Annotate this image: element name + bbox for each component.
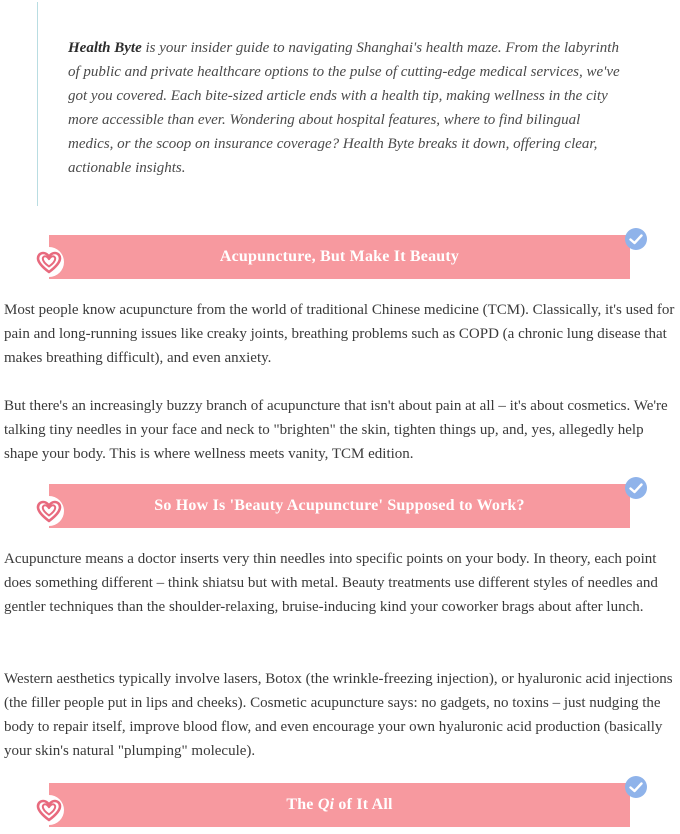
check-circle-icon	[624, 476, 648, 500]
check-circle-icon	[624, 227, 648, 251]
section-heading-2	[49, 484, 630, 528]
section-heading-1	[49, 235, 630, 279]
heart-icon	[33, 794, 65, 826]
paragraph: Acupuncture means a doctor inserts very thin needles into specific points on your body. In theory, each point does something different – think shiatsu but with metal. Beauty treatments use different styles of needles and gentler techniques than the shoulder-relaxing, bruise-inducing kind your coworker brags about after lunch.	[4, 551, 658, 615]
intro-text	[68, 36, 628, 180]
heart-icon	[33, 246, 65, 278]
intro-body: is your insider guide to navigating Shanghai's health maze. From the labyrinth of public and private healthcare options to the pulse of cutting-edge medical services, we've got you covered. Each bite-sized article ends with a health tip, making wellness in the city more accessible than ever. Wondering about hospital features, where to find bilingual medics, or the scoop on insurance coverage? Health Byte breaks it down, offering clear, actionable insights.	[68, 40, 620, 176]
section-title: So How Is 'Beauty Acupuncture' Supposed to Work?	[154, 497, 525, 514]
paragraph: Western aesthetics typically involve lasers, Botox (the wrinkle-freezing injection), or hyaluronic acid injections (the filler people put in lips and cheeks). Cosmetic acupuncture says: no gadgets, no toxins – just nudging the body to repair itself, improve blood flow, and even encourage your own hyaluronic acid production (basically your skin's natural "plumping" molecule).	[4, 671, 673, 759]
paragraph: But there's an increasingly buzzy branch of acupuncture that isn't about pain at all – it's about cosmetics. We're talking tiny needles in your face and neck to "brighten" the skin, tighten things up, and, yes, allegedly help shape your body. This is where wellness meets vanity, TCM edition.	[4, 398, 668, 462]
section-title	[49, 783, 630, 827]
paragraph: Most people know acupuncture from the world of traditional Chinese medicine (TCM). Classically, it's used for pain and long-running issues like creaky joints, breathing problems such as COPD (a chronic lung disease that makes breathing difficult), and even anxiety.	[4, 302, 675, 366]
heart-icon	[33, 495, 65, 527]
section-title-qi: Qi	[317, 796, 335, 813]
check-circle-icon	[624, 775, 648, 799]
intro-brand: Health Byte	[68, 40, 142, 56]
section-title-pre: The	[286, 796, 318, 813]
section-heading-3	[49, 783, 630, 827]
section-title: Acupuncture, But Make It Beauty	[219, 248, 460, 265]
intro-quote	[37, 2, 637, 206]
section-title-post: of It All	[334, 796, 393, 813]
